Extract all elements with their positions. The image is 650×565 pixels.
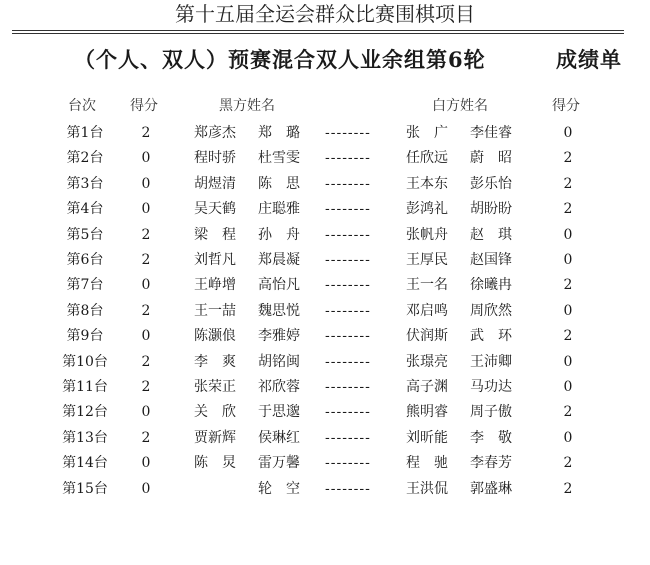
table-row bbox=[0, 350, 650, 375]
table-row bbox=[0, 146, 650, 171]
black-player-2: 雷万馨 bbox=[258, 455, 300, 472]
page-title: 第十五届全运会群众比赛围棋项目 bbox=[175, 2, 475, 26]
white-player-2: 胡盼盼 bbox=[470, 201, 512, 218]
white-player-2: 蔚 昭 bbox=[470, 150, 512, 167]
white-score: 0 bbox=[563, 379, 573, 395]
table-number: 第8台 bbox=[66, 302, 104, 319]
black-player-2: 魏思悦 bbox=[258, 302, 300, 319]
table-number: 第6台 bbox=[66, 252, 104, 268]
vs-separator: -------- bbox=[325, 429, 371, 446]
white-player-1: 彭鸿礼 bbox=[406, 201, 448, 218]
white-player-2: 马功达 bbox=[470, 379, 512, 395]
black-player-1: 刘哲凡 bbox=[194, 252, 236, 268]
black-score: 0 bbox=[141, 328, 151, 345]
white-player-1: 邓启鸣 bbox=[406, 302, 448, 319]
white-player-2: 王沛卿 bbox=[470, 353, 512, 370]
black-player-2: 祁欣蓉 bbox=[258, 379, 300, 395]
vs-separator: -------- bbox=[325, 150, 371, 167]
white-score: 0 bbox=[563, 429, 573, 446]
vs-separator: -------- bbox=[325, 125, 371, 141]
vs-separator: -------- bbox=[325, 455, 371, 472]
white-player-2: 李春芳 bbox=[470, 455, 512, 472]
table-number: 第10台 bbox=[62, 353, 108, 370]
title-rule-bottom bbox=[12, 33, 624, 34]
black-player-2: 郑晨凝 bbox=[258, 252, 300, 268]
table-row bbox=[0, 426, 650, 451]
black-player-2: 孙 舟 bbox=[258, 226, 300, 243]
white-player-2: 周子傲 bbox=[470, 404, 512, 421]
black-score: 0 bbox=[141, 175, 151, 192]
white-player-1: 王厚民 bbox=[406, 252, 448, 268]
black-player-1: 胡煜清 bbox=[194, 175, 236, 192]
vs-separator: -------- bbox=[325, 353, 371, 370]
table-number: 第9台 bbox=[66, 328, 104, 345]
white-player-2: 赵 琪 bbox=[470, 226, 512, 243]
black-score: 2 bbox=[141, 302, 151, 319]
vs-separator: -------- bbox=[325, 379, 371, 395]
table-row bbox=[0, 197, 650, 222]
black-score: 2 bbox=[141, 429, 151, 446]
black-player-2: 李雅婷 bbox=[258, 328, 300, 345]
table-row bbox=[0, 477, 650, 502]
black-score: 0 bbox=[141, 455, 151, 472]
table-number: 第1台 bbox=[66, 125, 104, 141]
white-player-2: 李佳睿 bbox=[470, 125, 512, 141]
table-number: 第4台 bbox=[66, 201, 104, 218]
title-rule-top bbox=[12, 30, 624, 31]
black-score: 2 bbox=[141, 353, 151, 370]
black-player-1: 陈灏俍 bbox=[194, 328, 236, 345]
black-score: 2 bbox=[141, 226, 151, 243]
vs-separator: -------- bbox=[325, 226, 371, 243]
black-score: 0 bbox=[141, 404, 151, 421]
vs-separator: -------- bbox=[325, 201, 371, 218]
table-row bbox=[0, 324, 650, 349]
black-player-1: 王峥增 bbox=[194, 277, 236, 294]
vs-separator: -------- bbox=[325, 328, 371, 345]
black-score: 2 bbox=[141, 252, 151, 268]
table-number: 第7台 bbox=[66, 277, 104, 294]
white-player-1: 伏润斯 bbox=[406, 328, 448, 345]
column-header-black-score: 得分 bbox=[130, 98, 158, 114]
white-player-1: 王洪侃 bbox=[406, 480, 448, 497]
vs-separator: -------- bbox=[325, 175, 371, 192]
black-player-1: 郑彦杰 bbox=[194, 125, 236, 141]
white-score: 2 bbox=[563, 277, 573, 294]
white-player-1: 张璟亮 bbox=[406, 353, 448, 370]
white-player-2: 武 环 bbox=[470, 328, 512, 345]
black-score: 2 bbox=[141, 379, 151, 395]
black-score: 2 bbox=[141, 125, 151, 141]
white-score: 2 bbox=[563, 328, 573, 345]
vs-separator: -------- bbox=[325, 252, 371, 268]
table-number: 第2台 bbox=[66, 150, 104, 167]
table-number: 第14台 bbox=[62, 455, 108, 472]
black-player-2: 轮 空 bbox=[258, 480, 300, 497]
vs-separator: -------- bbox=[325, 480, 371, 497]
table-row bbox=[0, 400, 650, 425]
white-score: 0 bbox=[563, 302, 573, 319]
table-number: 第15台 bbox=[62, 480, 108, 497]
white-player-1: 王一名 bbox=[406, 277, 448, 294]
white-player-1: 高子渊 bbox=[406, 379, 448, 395]
white-player-1: 任欣远 bbox=[406, 150, 448, 167]
white-score: 2 bbox=[563, 150, 573, 167]
table-row bbox=[0, 121, 650, 146]
white-score: 0 bbox=[563, 353, 573, 370]
vs-separator: -------- bbox=[325, 404, 371, 421]
table-row bbox=[0, 451, 650, 476]
black-player-2: 高怡凡 bbox=[258, 277, 300, 294]
white-player-1: 刘昕能 bbox=[406, 429, 448, 446]
white-score: 0 bbox=[563, 125, 573, 141]
white-player-2: 周欣然 bbox=[470, 302, 512, 319]
white-player-1: 张帆舟 bbox=[406, 226, 448, 243]
black-player-2: 庄聪雅 bbox=[258, 201, 300, 218]
column-header-black-names: 黑方姓名 bbox=[219, 98, 275, 114]
black-player-1: 关 欣 bbox=[194, 404, 236, 421]
black-player-2: 郑 璐 bbox=[258, 125, 300, 141]
white-score: 2 bbox=[563, 201, 573, 218]
table-number: 第11台 bbox=[62, 379, 108, 395]
black-player-2: 胡铭闽 bbox=[258, 353, 300, 370]
table-row bbox=[0, 375, 650, 400]
white-player-1: 王本东 bbox=[406, 175, 448, 192]
black-player-1: 张荣正 bbox=[194, 379, 236, 395]
table-number: 第13台 bbox=[62, 429, 108, 446]
black-player-1: 程时骄 bbox=[194, 150, 236, 167]
black-score: 0 bbox=[141, 201, 151, 218]
column-header-white-score: 得分 bbox=[552, 98, 580, 114]
table-row bbox=[0, 223, 650, 248]
results-sheet-label: 成绩单 bbox=[556, 47, 622, 72]
table-number: 第3台 bbox=[66, 175, 104, 192]
white-score: 0 bbox=[563, 226, 573, 243]
black-player-2: 陈 思 bbox=[258, 175, 300, 192]
black-player-1: 吴天鹤 bbox=[194, 201, 236, 218]
table-number: 第12台 bbox=[62, 404, 108, 421]
white-player-1: 程 驰 bbox=[406, 455, 448, 472]
white-player-2: 李 敬 bbox=[470, 429, 512, 446]
black-score: 0 bbox=[141, 480, 151, 497]
black-player-2: 于思邈 bbox=[258, 404, 300, 421]
white-player-2: 郭盛琳 bbox=[470, 480, 512, 497]
column-header-table: 台次 bbox=[68, 98, 96, 114]
white-score: 2 bbox=[563, 404, 573, 421]
black-player-1: 陈 炅 bbox=[194, 455, 236, 472]
white-player-2: 徐曦冉 bbox=[470, 277, 512, 294]
black-score: 0 bbox=[141, 277, 151, 294]
white-score: 2 bbox=[563, 480, 573, 497]
white-player-2: 彭乐怡 bbox=[470, 175, 512, 192]
white-player-1: 张 广 bbox=[406, 125, 448, 141]
table-row bbox=[0, 248, 650, 273]
black-player-1: 贾新辉 bbox=[194, 429, 236, 446]
vs-separator: -------- bbox=[325, 277, 371, 294]
white-score: 2 bbox=[563, 455, 573, 472]
column-header-white-names: 白方姓名 bbox=[432, 98, 488, 114]
black-player-2: 侯琳红 bbox=[258, 429, 300, 446]
white-player-2: 赵国锋 bbox=[470, 252, 512, 268]
black-player-1: 王一喆 bbox=[194, 302, 236, 319]
table-row bbox=[0, 299, 650, 324]
black-player-1: 梁 程 bbox=[194, 226, 236, 243]
black-player-1: 李 爽 bbox=[194, 353, 236, 370]
table-number: 第5台 bbox=[66, 226, 104, 243]
vs-separator: -------- bbox=[325, 302, 371, 319]
results-subtitle: （个人、双人）预赛混合双人业余组第6轮 bbox=[74, 47, 486, 72]
white-score: 2 bbox=[563, 175, 573, 192]
white-score: 0 bbox=[563, 252, 573, 268]
white-player-1: 熊明睿 bbox=[406, 404, 448, 421]
black-player-2: 杜雪雯 bbox=[258, 150, 300, 167]
table-row bbox=[0, 273, 650, 298]
black-score: 0 bbox=[141, 150, 151, 167]
table-row bbox=[0, 172, 650, 197]
